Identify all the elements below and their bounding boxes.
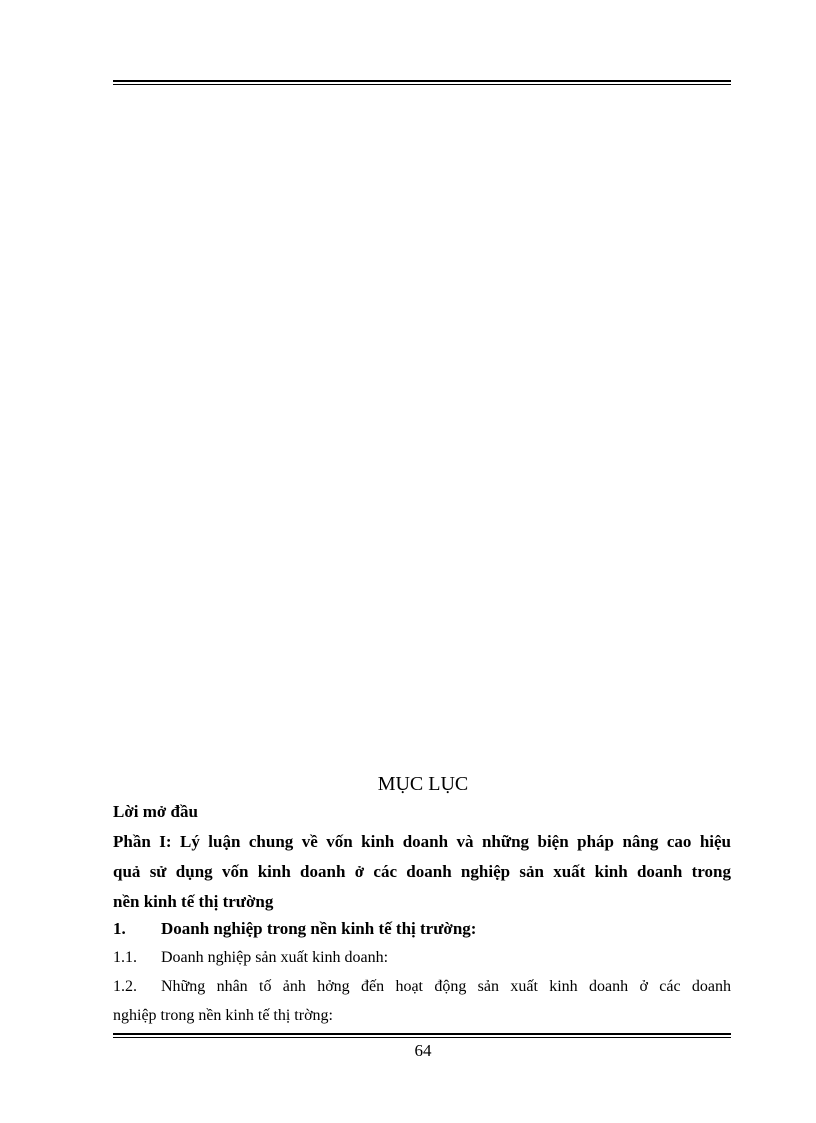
- section-title-line1: Những nhân tố ảnh hởng đến hoạt động sản xuất kinh doanh ở các doanh: [161, 978, 731, 995]
- footer-rule: [113, 1033, 731, 1038]
- toc-heading: MỤC LỤC: [377, 773, 469, 795]
- section-title: Doanh nghiệp sản xuất kinh doanh:: [161, 949, 389, 966]
- toc-intro: Lời mở đầu: [113, 802, 198, 821]
- toc-section-1-1: [113, 946, 731, 970]
- section-title-line2: nghiệp trong nền kinh tế thị trờng:: [113, 1007, 333, 1024]
- toc-section-1-2: [113, 975, 731, 999]
- toc-section-1: [113, 917, 731, 941]
- section-title: Doanh nghiệp trong nền kinh tế thị trường:: [161, 919, 477, 938]
- header-rule: [113, 80, 731, 85]
- section-number: 1.: [113, 919, 126, 938]
- page-number: 64: [414, 1041, 432, 1060]
- toc-part1-line2: quả sử dụng vốn kinh doanh ở các doanh nghiệp sản xuất kinh doanh trong: [113, 862, 731, 881]
- toc-part1-line3: nền kinh tế thị trường: [113, 892, 274, 911]
- section-number: 1.1.: [113, 949, 137, 966]
- section-number: 1.2.: [113, 978, 137, 995]
- toc-list: [113, 800, 731, 1028]
- toc-part1-line1: Phần I: Lý luận chung về vốn kinh doanh và những biện pháp nâng cao hiệu: [113, 832, 731, 851]
